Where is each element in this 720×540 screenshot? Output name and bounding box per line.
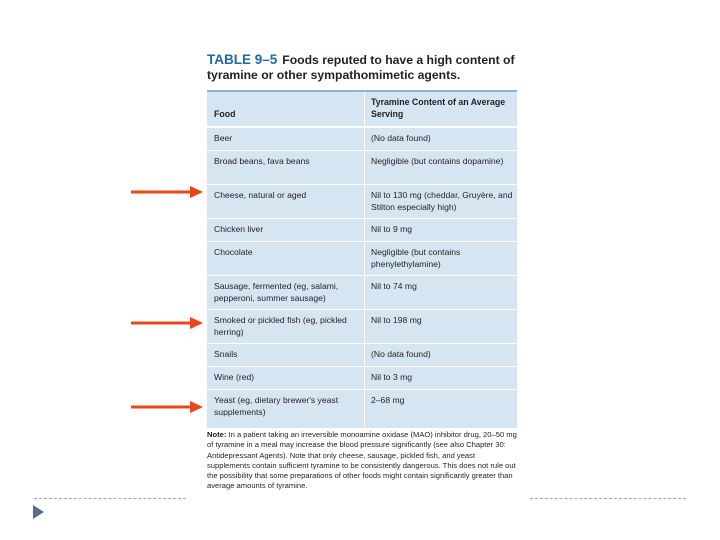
table-row [207, 185, 517, 219]
food-cell: Chicken liver [214, 224, 264, 234]
table-title [207, 52, 517, 83]
divider-line-left [34, 498, 186, 499]
table-row [207, 151, 517, 185]
table-note [207, 430, 517, 492]
food-cell: Chocolate [214, 247, 253, 257]
table-row [207, 367, 517, 390]
note-text: In a patient taking an irreversible monoamine oxidase (MAO) inhibitor drug, 20–50 mg of tyramine in a meal may increase the blood pressure significantly (see also Chapter 30: Antidepressant Agents). Note that only cheese, sausage, pickled fish, and yeast supplements contain sufficient tyramine to be consistently dangerous. This does not rule out the possibility that some preparations of other foods might contain significantly greater than average amounts of tyramine. [207, 430, 517, 491]
content-cell: Nil to 74 mg [371, 281, 417, 291]
table-row [207, 310, 517, 344]
content-cell: Nil to 9 mg [371, 224, 413, 234]
food-cell: Beer [214, 133, 233, 143]
content-cell: Nil to 130 mg (cheddar, Gruyère, and Stilton especially high) [371, 190, 513, 212]
table-row [207, 344, 517, 367]
note-label: Note: [207, 430, 227, 439]
arrow-icon [130, 400, 204, 414]
content-cell: Nil to 198 mg [371, 315, 422, 325]
food-cell: Cheese, natural or aged [214, 190, 307, 200]
content-cell: 2–68 mg [371, 395, 405, 405]
header-tyramine-content: Tyramine Content of an Average Serving [371, 97, 506, 119]
table-row [207, 242, 517, 276]
content-cell: Negligible (but contains dopamine) [371, 156, 504, 166]
table-row [207, 276, 517, 310]
food-cell: Broad beans, fava beans [214, 156, 310, 166]
food-cell: Snails [214, 349, 238, 359]
header-food: Food [214, 109, 236, 119]
content-cell: (No data found) [371, 133, 431, 143]
table-row [207, 219, 517, 242]
food-cell: Yeast (eg, dietary brewer's yeast supplements) [214, 395, 339, 417]
play-icon[interactable] [33, 505, 44, 519]
table-row [207, 390, 517, 428]
content-cell: Nil to 3 mg [371, 372, 413, 382]
food-cell: Smoked or pickled fish (eg, pickled herring) [214, 315, 347, 337]
content-cell: Negligible (but contains phenylethylamine) [371, 247, 461, 269]
food-cell: Wine (red) [214, 372, 255, 382]
food-cell: Sausage, fermented (eg, salami, pepperoni, summer sausage) [214, 281, 339, 303]
table-number: TABLE 9–5 [207, 52, 278, 67]
table-caption: Foods reputed to have a high content of tyramine or other sympathomimetic agents. [207, 53, 515, 82]
arrow-icon [130, 185, 204, 199]
tyramine-table [207, 90, 517, 428]
arrow-icon [130, 316, 204, 330]
content-cell: (No data found) [371, 349, 431, 359]
table-row [207, 128, 517, 151]
divider-line-right [530, 498, 686, 499]
table-header-row [207, 92, 517, 128]
